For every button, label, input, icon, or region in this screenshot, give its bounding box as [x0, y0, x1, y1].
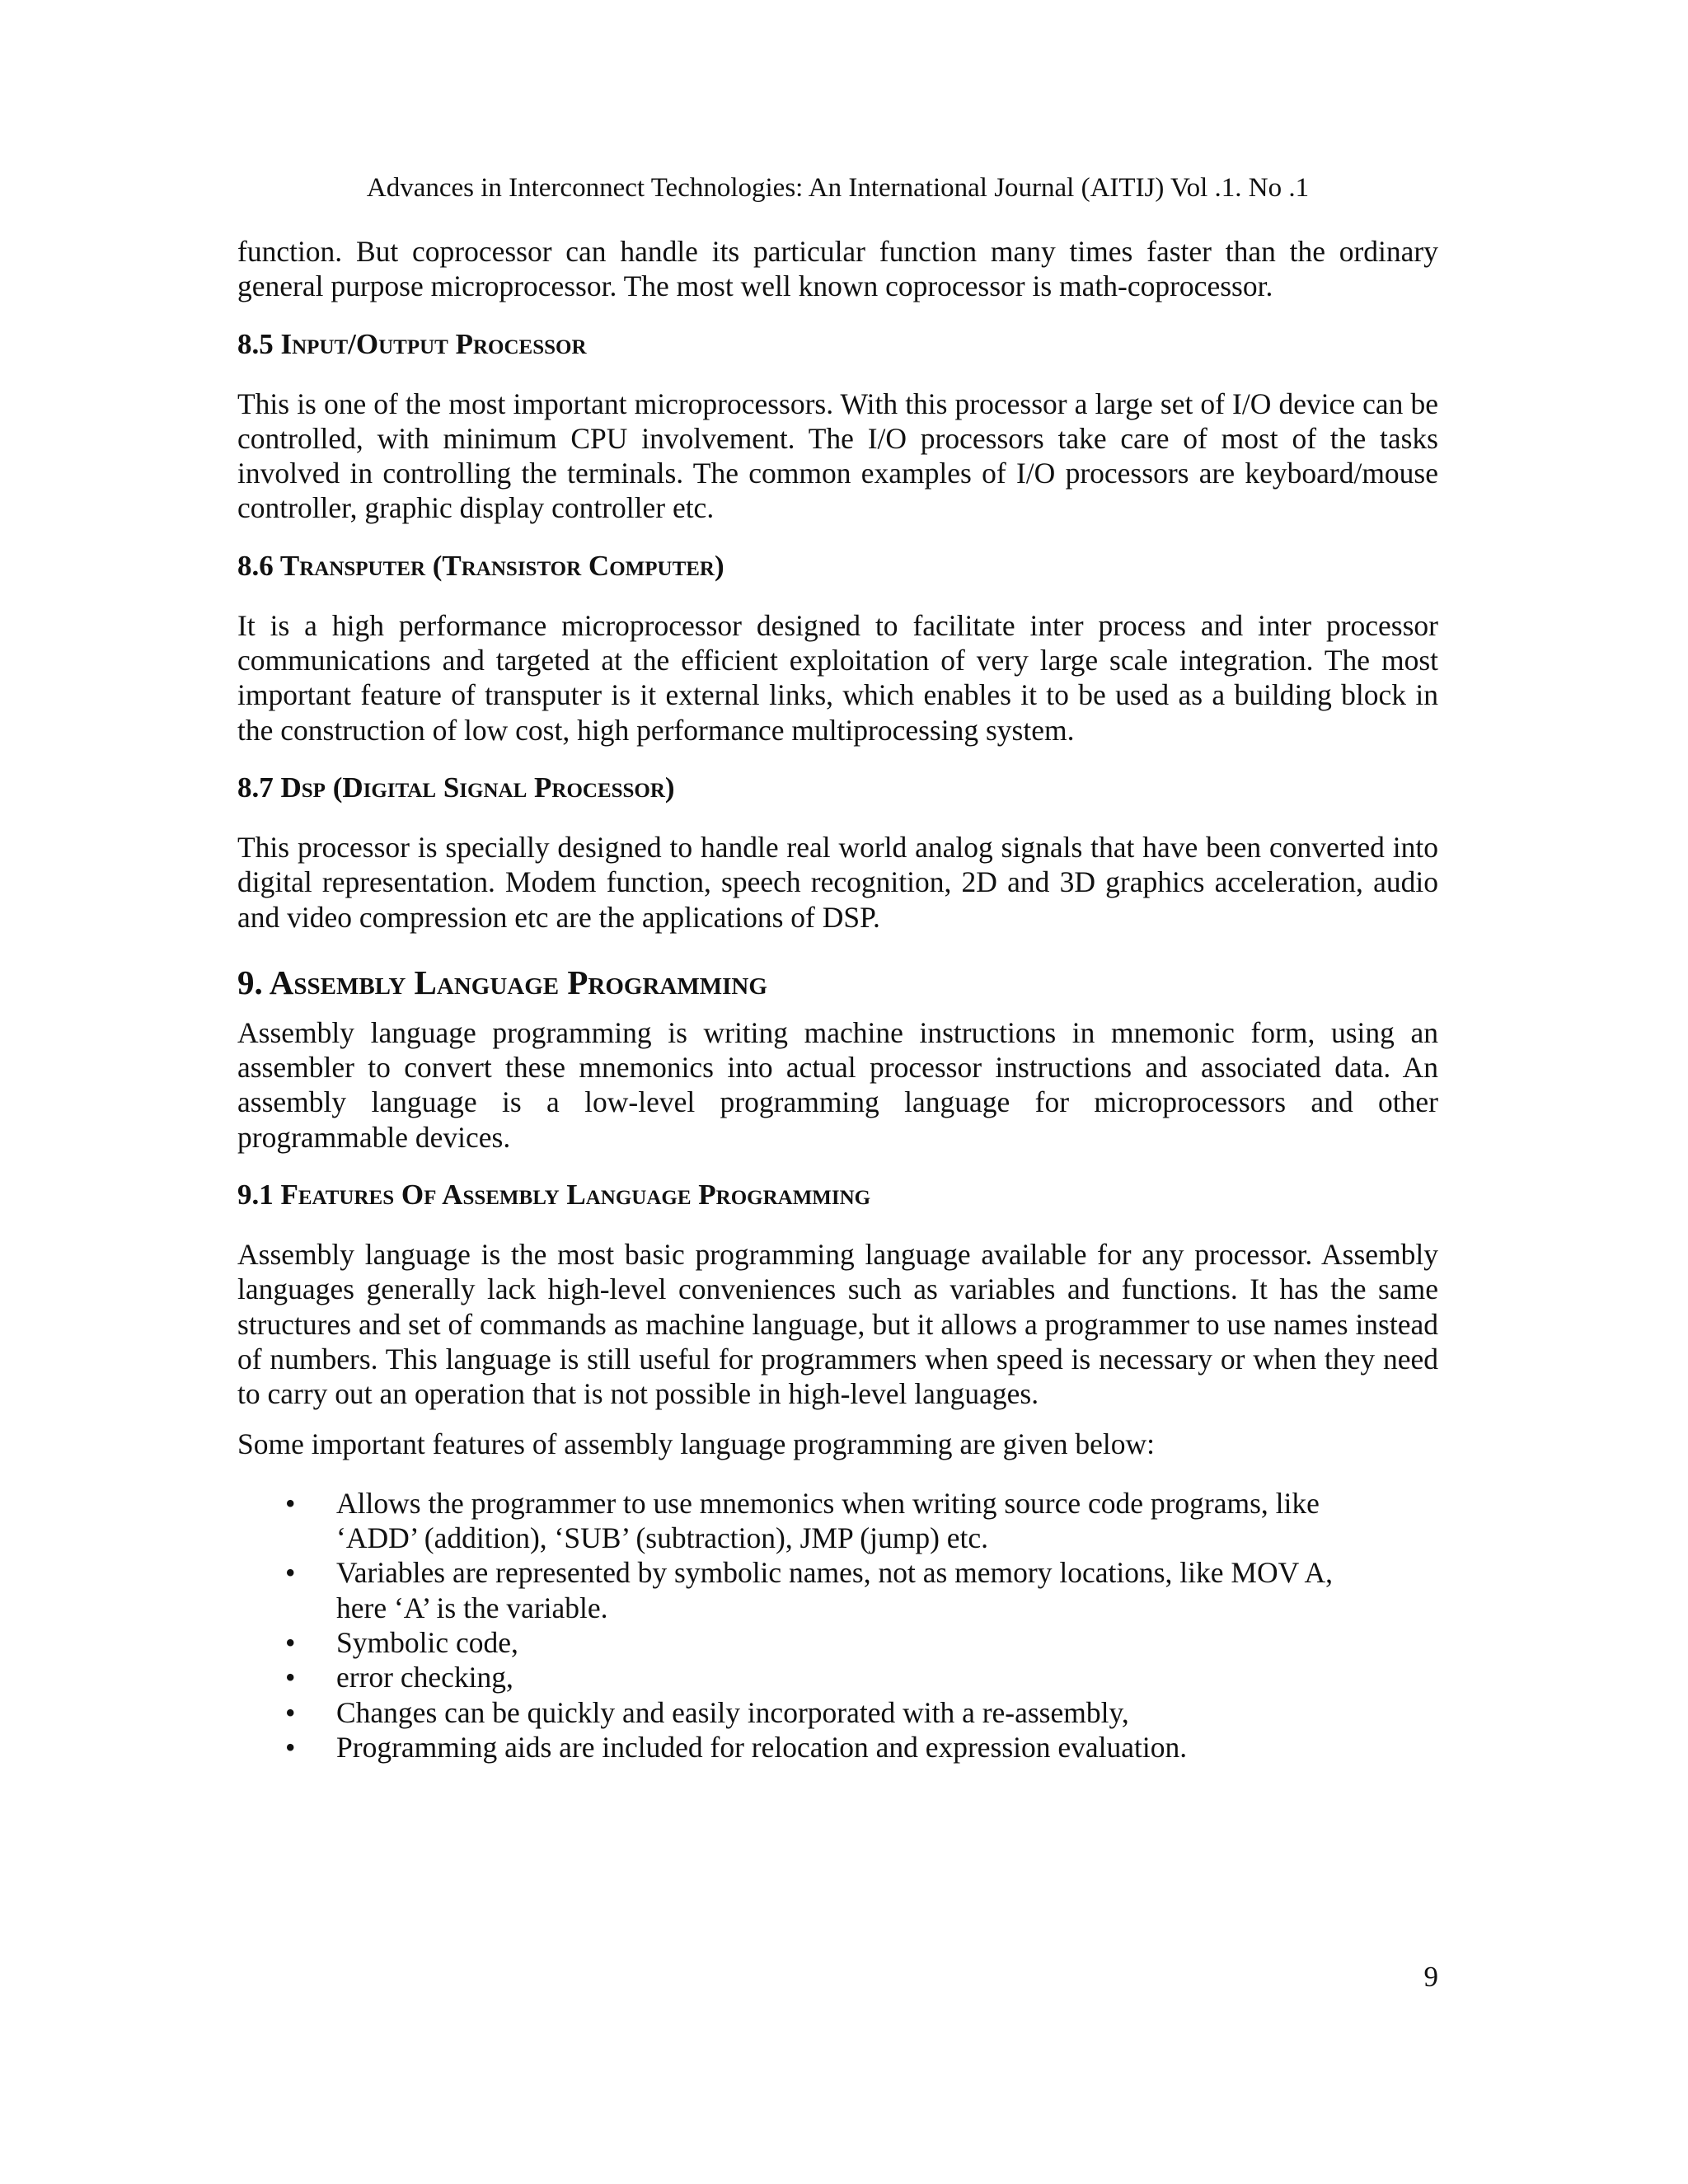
section-8-7	[237, 771, 1438, 935]
section-paragraph: This is one of the most important microprocessors. With this processor a large set of I/O device can be controlled, with minimum CPU involvement. The I/O processors take care of most of the tasks involved in controlling the terminals. The common examples of I/O processors are keyboard/mouse controller, graphic display controller etc.	[237, 387, 1438, 525]
running-header: Advances in Interconnect Technologies: An International Journal (AITIJ) Vol .1. No .1	[366, 173, 1310, 203]
bullet-icon: •	[285, 1730, 296, 1764]
section-paragraph: Assembly language is the most basic programming language available for any processor. Assembly languages generally lack high-level conveniences such as variables and functions. It has the same structures and set of commands as machine language, but it allows a programmer to use names instead of numbers. This language is still useful for programmers when speed is necessary or when they need to carry out an operation that is not possible in high-level languages.	[237, 1238, 1438, 1411]
section-8-6	[237, 549, 1438, 748]
list-item: • Allows the programmer to use mnemonics when writing source code programs, like ‘ADD’ (addition), ‘SUB’ (subtraction), JMP (jump) etc.	[285, 1486, 1320, 1555]
section-8-5	[237, 327, 1438, 526]
chapter-heading: 9. Assembly Language Programming	[237, 963, 767, 1001]
section-paragraph: This processor is specially designed to handle real world analog signals that have been converted into digital representation. Modem function, speech recognition, 2D and 3D graphics acceleration, audio and video compression etc are the applications of DSP.	[237, 830, 1438, 934]
section-paragraph: It is a high performance microprocessor designed to facilitate inter process and inter processor communications and targeted at the efficient exploitation of very large scale integration. The most important feature of transputer is it external links, which enables it to be used as a building block in the construction of low cost, high performance multiprocessing system.	[237, 608, 1438, 747]
list-item: • Programming aids are included for relocation and expression evaluation.	[285, 1730, 1188, 1764]
feature-list	[237, 1486, 1438, 1765]
section-9	[237, 963, 1438, 1155]
list-item: • Symbolic code,	[285, 1626, 518, 1660]
section-9-1	[237, 1178, 1438, 1765]
bullet-icon: •	[285, 1661, 296, 1694]
bullet-icon: •	[285, 1556, 296, 1590]
section-heading: 8.5 Input/Output Processor	[237, 327, 587, 360]
bullet-icon: •	[285, 1486, 296, 1520]
page-content	[237, 234, 1438, 1765]
bullet-icon: •	[285, 1626, 296, 1660]
section-heading: 8.7 Dsp (Digital Signal Processor)	[237, 771, 675, 804]
list-item: • Changes can be quickly and easily incorporated with a re-assembly,	[285, 1695, 1129, 1729]
section-paragraph: Assembly language programming is writing machine instructions in mnemonic form, using an assembler to convert these mnemonics into actual processor instructions and associated data. An assembly language is a low-level programming language for microprocessors and other programmable devices.	[237, 1015, 1438, 1154]
intro-paragraph: function. But coprocessor can handle its particular function many times faster than the ordinary general purpose microprocessor. The most well known coprocessor is math-coprocessor.	[237, 235, 1438, 303]
list-item: • Variables are represented by symbolic names, not as memory locations, like MOV A, here ‘A’ is the variable.	[285, 1556, 1334, 1624]
page-number: 9	[1423, 1961, 1438, 1993]
section-paragraph-intro-list: Some important features of assembly language programming are given below:	[237, 1427, 1155, 1460]
bullet-icon: •	[285, 1695, 296, 1729]
section-heading: 9.1 Features Of Assembly Language Programming	[237, 1179, 871, 1212]
paper-page	[237, 0, 1438, 2184]
list-item: • error checking,	[285, 1661, 513, 1694]
section-heading: 8.6 Transputer (Transistor Computer)	[237, 549, 724, 582]
